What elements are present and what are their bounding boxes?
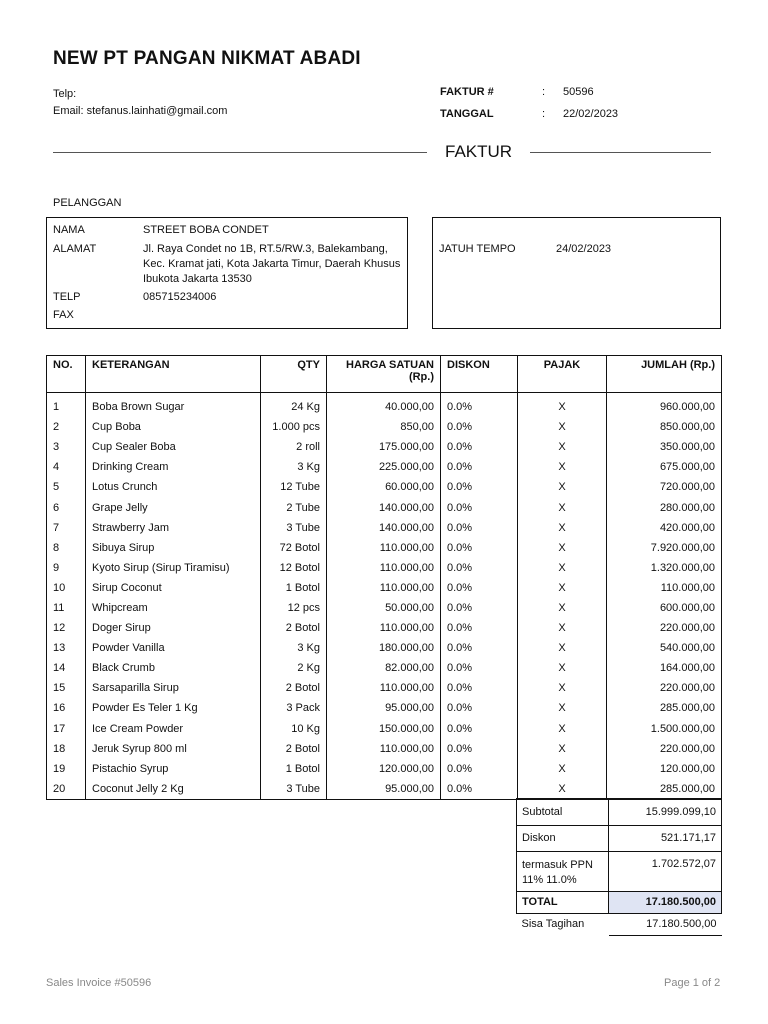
cell-keterangan: Drinking Cream <box>86 457 261 477</box>
items-table-header <box>47 356 722 393</box>
cell-jumlah: 280.000,00 <box>607 497 722 517</box>
cell-pajak: X <box>518 518 607 538</box>
cell-no: 14 <box>47 658 86 678</box>
ppn-label: termasuk PPN 11% 11.0% <box>517 852 609 892</box>
customer-nama-label: NAMA <box>53 224 85 236</box>
items-table <box>46 355 722 800</box>
cell-diskon: 0.0% <box>441 658 518 678</box>
cell-diskon: 0.0% <box>441 719 518 739</box>
cell-no: 12 <box>47 618 86 638</box>
cell-no: 8 <box>47 538 86 558</box>
cell-jumlah: 164.000,00 <box>607 658 722 678</box>
table-row <box>47 759 722 779</box>
cell-jumlah: 1.320.000,00 <box>607 558 722 578</box>
cell-diskon: 0.0% <box>441 417 518 437</box>
cell-no: 16 <box>47 698 86 718</box>
cell-keterangan: Sarsaparilla Sirup <box>86 678 261 698</box>
cell-harga-satuan: 110.000,00 <box>327 538 441 558</box>
table-row <box>47 598 722 618</box>
customer-box <box>46 217 408 329</box>
cell-jumlah: 540.000,00 <box>607 638 722 658</box>
cell-pajak: X <box>518 739 607 759</box>
cell-jumlah: 420.000,00 <box>607 518 722 538</box>
cell-pajak: X <box>518 558 607 578</box>
cell-no: 5 <box>47 477 86 497</box>
cell-keterangan: Strawberry Jam <box>86 518 261 538</box>
cell-qty: 3 Pack <box>261 698 327 718</box>
company-telp: Telp: <box>53 88 77 100</box>
table-row <box>47 417 722 437</box>
cell-keterangan: Doger Sirup <box>86 618 261 638</box>
cell-qty: 10 Kg <box>261 719 327 739</box>
items-table-body <box>47 393 722 800</box>
cell-qty: 2 roll <box>261 437 327 457</box>
document-title: FAKTUR <box>445 142 513 161</box>
cell-diskon: 0.0% <box>441 578 518 598</box>
cell-qty: 3 Tube <box>261 518 327 538</box>
cell-pajak: X <box>518 538 607 558</box>
cell-keterangan: Powder Vanilla <box>86 638 261 658</box>
cell-harga-satuan: 150.000,00 <box>327 719 441 739</box>
cell-qty: 2 Botol <box>261 618 327 638</box>
table-row <box>47 638 722 658</box>
total-label: TOTAL <box>517 892 609 914</box>
cell-diskon: 0.0% <box>441 497 518 517</box>
diskon-value: 521.171,17 <box>609 826 722 852</box>
cell-qty: 12 Botol <box>261 558 327 578</box>
cell-no: 4 <box>47 457 86 477</box>
cell-no: 11 <box>47 598 86 618</box>
cell-keterangan: Coconut Jelly 2 Kg <box>86 779 261 800</box>
cell-jumlah: 960.000,00 <box>607 393 722 418</box>
cell-jumlah: 7.920.000,00 <box>607 538 722 558</box>
cell-keterangan: Cup Boba <box>86 417 261 437</box>
cell-diskon: 0.0% <box>441 598 518 618</box>
cell-jumlah: 850.000,00 <box>607 417 722 437</box>
cell-no: 9 <box>47 558 86 578</box>
cell-diskon: 0.0% <box>441 678 518 698</box>
sisa-tagihan-value: 17.180.500,00 <box>609 914 722 936</box>
cell-keterangan: Cup Sealer Boba <box>86 437 261 457</box>
cell-qty: 24 Kg <box>261 393 327 418</box>
table-row <box>47 477 722 497</box>
cell-qty: 3 Kg <box>261 457 327 477</box>
cell-keterangan: Sibuya Sirup <box>86 538 261 558</box>
cell-keterangan: Powder Es Teler 1 Kg <box>86 698 261 718</box>
faktur-number-colon: : <box>542 86 546 98</box>
table-row <box>47 618 722 638</box>
cell-harga-satuan: 110.000,00 <box>327 739 441 759</box>
subtotal-row <box>517 799 722 826</box>
cell-harga-satuan: 180.000,00 <box>327 638 441 658</box>
customer-alamat-row <box>47 242 407 290</box>
col-header-harga-satuan: HARGA SATUAN (Rp.) <box>327 356 441 393</box>
cell-no: 3 <box>47 437 86 457</box>
cell-jumlah: 220.000,00 <box>607 739 722 759</box>
cell-qty: 72 Botol <box>261 538 327 558</box>
cell-jumlah: 675.000,00 <box>607 457 722 477</box>
diskon-label: Diskon <box>517 826 609 852</box>
cell-jumlah: 720.000,00 <box>607 477 722 497</box>
cell-qty: 1.000 pcs <box>261 417 327 437</box>
cell-harga-satuan: 850,00 <box>327 417 441 437</box>
cell-harga-satuan: 140.000,00 <box>327 497 441 517</box>
cell-no: 17 <box>47 719 86 739</box>
tanggal-label: TANGGAL <box>440 108 494 120</box>
cell-no: 19 <box>47 759 86 779</box>
cell-harga-satuan: 50.000,00 <box>327 598 441 618</box>
cell-keterangan: Black Crumb <box>86 658 261 678</box>
total-value: 17.180.500,00 <box>609 892 722 914</box>
cell-diskon: 0.0% <box>441 457 518 477</box>
customer-alamat-label: ALAMAT <box>53 243 97 255</box>
table-row <box>47 578 722 598</box>
cell-harga-satuan: 60.000,00 <box>327 477 441 497</box>
cell-harga-satuan: 110.000,00 <box>327 558 441 578</box>
company-email: Email: stefanus.lainhati@gmail.com <box>53 105 228 117</box>
tanggal-colon: : <box>542 108 546 120</box>
table-row <box>47 719 722 739</box>
title-rule-left <box>53 152 427 153</box>
due-date-box <box>432 217 721 329</box>
cell-pajak: X <box>518 598 607 618</box>
col-header-diskon: DISKON <box>441 356 518 393</box>
due-date-label: JATUH TEMPO <box>439 243 516 255</box>
cell-jumlah: 220.000,00 <box>607 618 722 638</box>
cell-keterangan: Boba Brown Sugar <box>86 393 261 418</box>
totals-table <box>516 798 722 936</box>
cell-pajak: X <box>518 393 607 418</box>
col-header-keterangan: KETERANGAN <box>86 356 261 393</box>
tanggal-value: 22/02/2023 <box>563 108 619 120</box>
cell-no: 15 <box>47 678 86 698</box>
cell-jumlah: 285.000,00 <box>607 779 722 800</box>
cell-keterangan: Lotus Crunch <box>86 477 261 497</box>
cell-pajak: X <box>518 618 607 638</box>
customer-section-title: PELANGGAN <box>53 197 122 209</box>
cell-harga-satuan: 110.000,00 <box>327 678 441 698</box>
cell-keterangan: Pistachio Syrup <box>86 759 261 779</box>
customer-alamat-value: Jl. Raya Condet no 1B, RT.5/RW.3, Balekambang, Kec. Kramat jati, Kota Jakarta Timur, Daerah Khusus Ibukota Jakarta 13530 <box>143 243 401 285</box>
cell-keterangan: Whipcream <box>86 598 261 618</box>
cell-pajak: X <box>518 779 607 800</box>
company-name: NEW PT PANGAN NIKMAT ABADI <box>53 48 361 69</box>
cell-harga-satuan: 95.000,00 <box>327 698 441 718</box>
cell-diskon: 0.0% <box>441 393 518 418</box>
col-header-pajak: PAJAK <box>518 356 607 393</box>
subtotal-label: Subtotal <box>517 799 609 826</box>
customer-fax-row <box>47 308 407 324</box>
customer-nama-row <box>47 223 407 239</box>
customer-nama-value: STREET BOBA CONDET <box>143 224 269 236</box>
cell-no: 2 <box>47 417 86 437</box>
table-row <box>47 658 722 678</box>
cell-keterangan: Kyoto Sirup (Sirup Tiramisu) <box>86 558 261 578</box>
table-row <box>47 518 722 538</box>
table-row <box>47 698 722 718</box>
cell-pajak: X <box>518 759 607 779</box>
sisa-tagihan-label: Sisa Tagihan <box>521 918 585 930</box>
cell-qty: 12 Tube <box>261 477 327 497</box>
title-rule-right <box>530 152 711 153</box>
customer-fax-label: FAX <box>53 309 74 321</box>
col-header-no: NO. <box>47 356 86 393</box>
cell-pajak: X <box>518 457 607 477</box>
cell-keterangan: Grape Jelly <box>86 497 261 517</box>
cell-diskon: 0.0% <box>441 698 518 718</box>
cell-harga-satuan: 82.000,00 <box>327 658 441 678</box>
table-row <box>47 779 722 800</box>
col-header-jumlah: JUMLAH (Rp.) <box>607 356 722 393</box>
cell-diskon: 0.0% <box>441 518 518 538</box>
cell-diskon: 0.0% <box>441 779 518 800</box>
ppn-value: 1.702.572,07 <box>609 852 722 892</box>
cell-jumlah: 285.000,00 <box>607 698 722 718</box>
cell-no: 10 <box>47 578 86 598</box>
cell-keterangan: Sirup Coconut <box>86 578 261 598</box>
cell-qty: 2 Botol <box>261 739 327 759</box>
cell-qty: 3 Tube <box>261 779 327 800</box>
subtotal-value: 15.999.099,10 <box>609 799 722 826</box>
cell-diskon: 0.0% <box>441 558 518 578</box>
footer-invoice-ref: Sales Invoice #50596 <box>46 977 152 989</box>
cell-diskon: 0.0% <box>441 759 518 779</box>
faktur-number-value: 50596 <box>563 86 594 98</box>
table-row <box>47 457 722 477</box>
table-row <box>47 558 722 578</box>
col-header-qty: QTY <box>261 356 327 393</box>
sisa-tagihan-row <box>517 914 722 936</box>
cell-qty: 1 Botol <box>261 759 327 779</box>
cell-qty: 12 pcs <box>261 598 327 618</box>
cell-pajak: X <box>518 638 607 658</box>
cell-harga-satuan: 95.000,00 <box>327 779 441 800</box>
cell-pajak: X <box>518 719 607 739</box>
cell-harga-satuan: 120.000,00 <box>327 759 441 779</box>
table-row <box>47 538 722 558</box>
cell-diskon: 0.0% <box>441 437 518 457</box>
diskon-row <box>517 826 722 852</box>
cell-no: 13 <box>47 638 86 658</box>
cell-diskon: 0.0% <box>441 477 518 497</box>
ppn-row <box>517 852 722 892</box>
cell-harga-satuan: 140.000,00 <box>327 518 441 538</box>
cell-no: 7 <box>47 518 86 538</box>
cell-qty: 1 Botol <box>261 578 327 598</box>
cell-pajak: X <box>518 497 607 517</box>
cell-pajak: X <box>518 578 607 598</box>
table-row <box>47 497 722 517</box>
cell-pajak: X <box>518 678 607 698</box>
cell-diskon: 0.0% <box>441 618 518 638</box>
customer-telp-label: TELP <box>53 291 81 303</box>
cell-no: 18 <box>47 739 86 759</box>
cell-harga-satuan: 110.000,00 <box>327 578 441 598</box>
customer-telp-value: 085715234006 <box>143 291 217 303</box>
cell-no: 1 <box>47 393 86 418</box>
cell-pajak: X <box>518 658 607 678</box>
cell-keterangan: Jeruk Syrup 800 ml <box>86 739 261 759</box>
cell-harga-satuan: 40.000,00 <box>327 393 441 418</box>
cell-qty: 2 Tube <box>261 497 327 517</box>
cell-harga-satuan: 225.000,00 <box>327 457 441 477</box>
due-date-value: 24/02/2023 <box>556 243 612 255</box>
table-row <box>47 393 722 418</box>
cell-pajak: X <box>518 417 607 437</box>
total-row <box>517 892 722 914</box>
cell-jumlah: 120.000,00 <box>607 759 722 779</box>
customer-telp-row <box>47 290 407 306</box>
cell-jumlah: 350.000,00 <box>607 437 722 457</box>
faktur-number-label: FAKTUR # <box>440 86 494 98</box>
cell-no: 6 <box>47 497 86 517</box>
table-row <box>47 437 722 457</box>
cell-pajak: X <box>518 477 607 497</box>
cell-jumlah: 600.000,00 <box>607 598 722 618</box>
cell-harga-satuan: 110.000,00 <box>327 618 441 638</box>
cell-pajak: X <box>518 437 607 457</box>
cell-jumlah: 110.000,00 <box>607 578 722 598</box>
cell-qty: 3 Kg <box>261 638 327 658</box>
cell-diskon: 0.0% <box>441 739 518 759</box>
cell-pajak: X <box>518 698 607 718</box>
table-row <box>47 739 722 759</box>
cell-jumlah: 1.500.000,00 <box>607 719 722 739</box>
cell-diskon: 0.0% <box>441 638 518 658</box>
cell-harga-satuan: 175.000,00 <box>327 437 441 457</box>
cell-jumlah: 220.000,00 <box>607 678 722 698</box>
cell-qty: 2 Kg <box>261 658 327 678</box>
table-row <box>47 678 722 698</box>
cell-diskon: 0.0% <box>441 538 518 558</box>
cell-qty: 2 Botol <box>261 678 327 698</box>
cell-keterangan: Ice Cream Powder <box>86 719 261 739</box>
cell-no: 20 <box>47 779 86 800</box>
footer-page-number: Page 1 of 2 <box>664 977 721 989</box>
